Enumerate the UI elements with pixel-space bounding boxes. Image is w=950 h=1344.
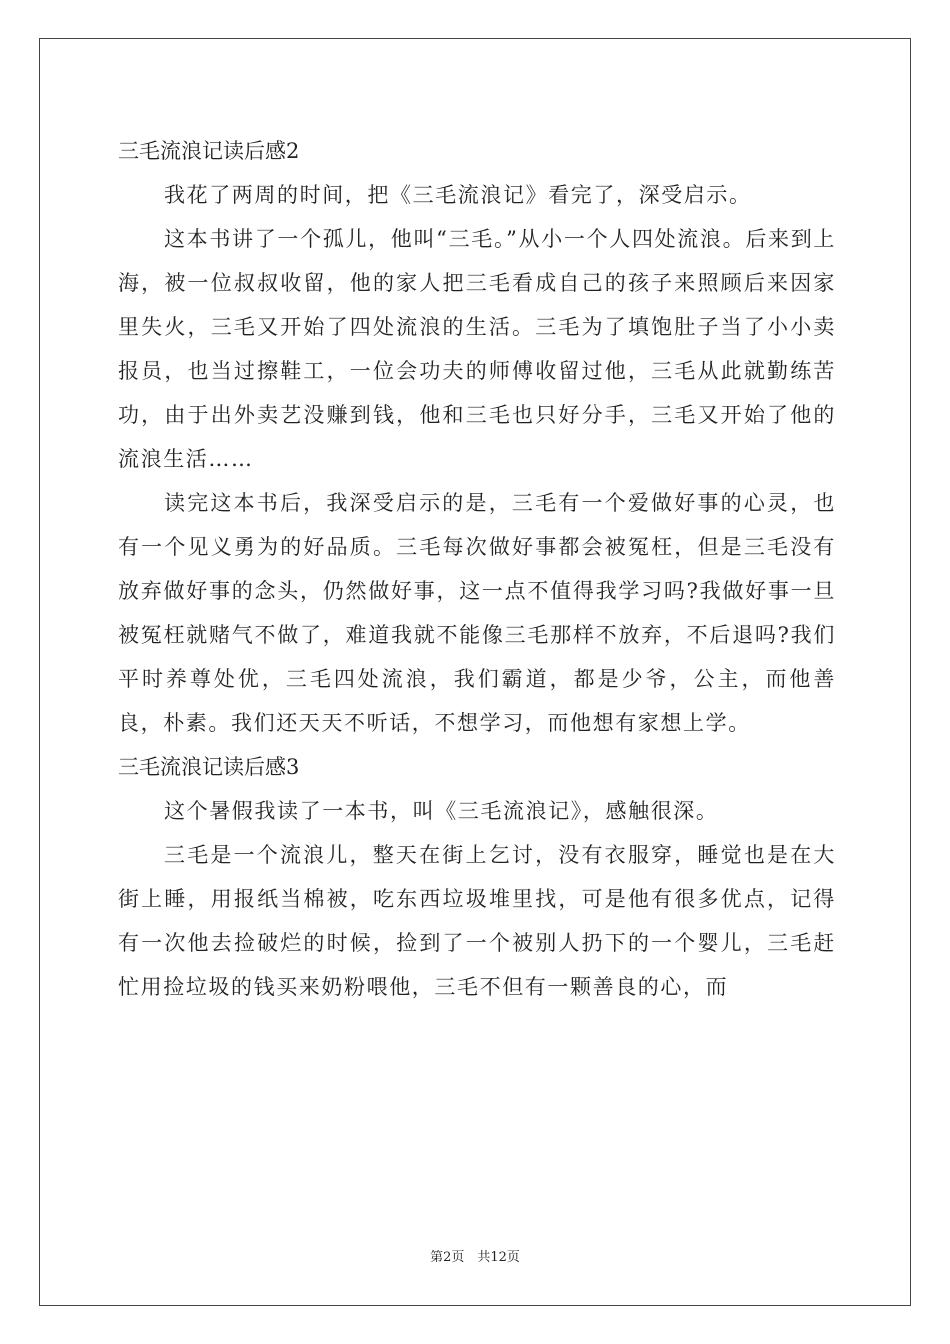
paragraph: 三毛是一个流浪儿，整天在街上乞讨，没有衣服穿，睡觉也是在大街上睡，用报纸当棉被，吃东西垃圾堆里找，可是他有很多优点，记得有一次他去捡破烂的时候，捡到了一个被别人扔下的一个婴儿，三毛赶忙用捡垃圾的钱买来奶粉喂他，三毛不但有一颗善良的心，而	[118, 843, 836, 999]
document-body	[118, 129, 836, 1009]
paragraph: 我花了两周的时间，把《三毛流浪记》看完了，深受启示。	[164, 183, 752, 207]
section-heading: 三毛流浪记读后感3	[118, 755, 300, 779]
paragraph: 读完这本书后，我深受启示的是，三毛有一个爱做好事的心灵，也有一个见义勇为的好品质。三毛每次做好事都会被冤枉，但是三毛没有放弃做好事的念头，仍然做好事，这一点不值得我学习吗?我做好事一旦被冤枉就赌气不做了，难道我就不能像三毛那样不放弃，不后退吗?我们平时养尊处优，三毛四处流浪，我们霸道，都是少爷，公主，而他善良，朴素。我们还天天不听话，不想学习，而他想有家想上学。	[118, 491, 836, 735]
section-reflection-2	[118, 129, 836, 745]
paragraph: 这个暑假我读了一本书，叫《三毛流浪记》，感触很深。	[164, 799, 719, 823]
section-paragraphs	[118, 789, 836, 1009]
section-paragraphs	[118, 173, 836, 745]
section-reflection-3	[118, 745, 836, 1009]
section-heading: 三毛流浪记读后感2	[118, 139, 300, 163]
page-footer: 第2页 共12页	[430, 1250, 520, 1265]
paragraph: 这本书讲了一个孤儿，他叫“三毛。”从小一个人四处流浪。后来到上海，被一位叔叔收留，他的家人把三毛看成自己的孩子来照顾后来因家里失火，三毛又开始了四处流浪的生活。三毛为了填饱肚子当了小小卖报员，也当过擦鞋工，一位会功夫的师傅收留过他，三毛从此就勤练苦功，由于出外卖艺没赚到钱，他和三毛也只好分手，三毛又开始了他的流浪生活……	[118, 227, 836, 471]
